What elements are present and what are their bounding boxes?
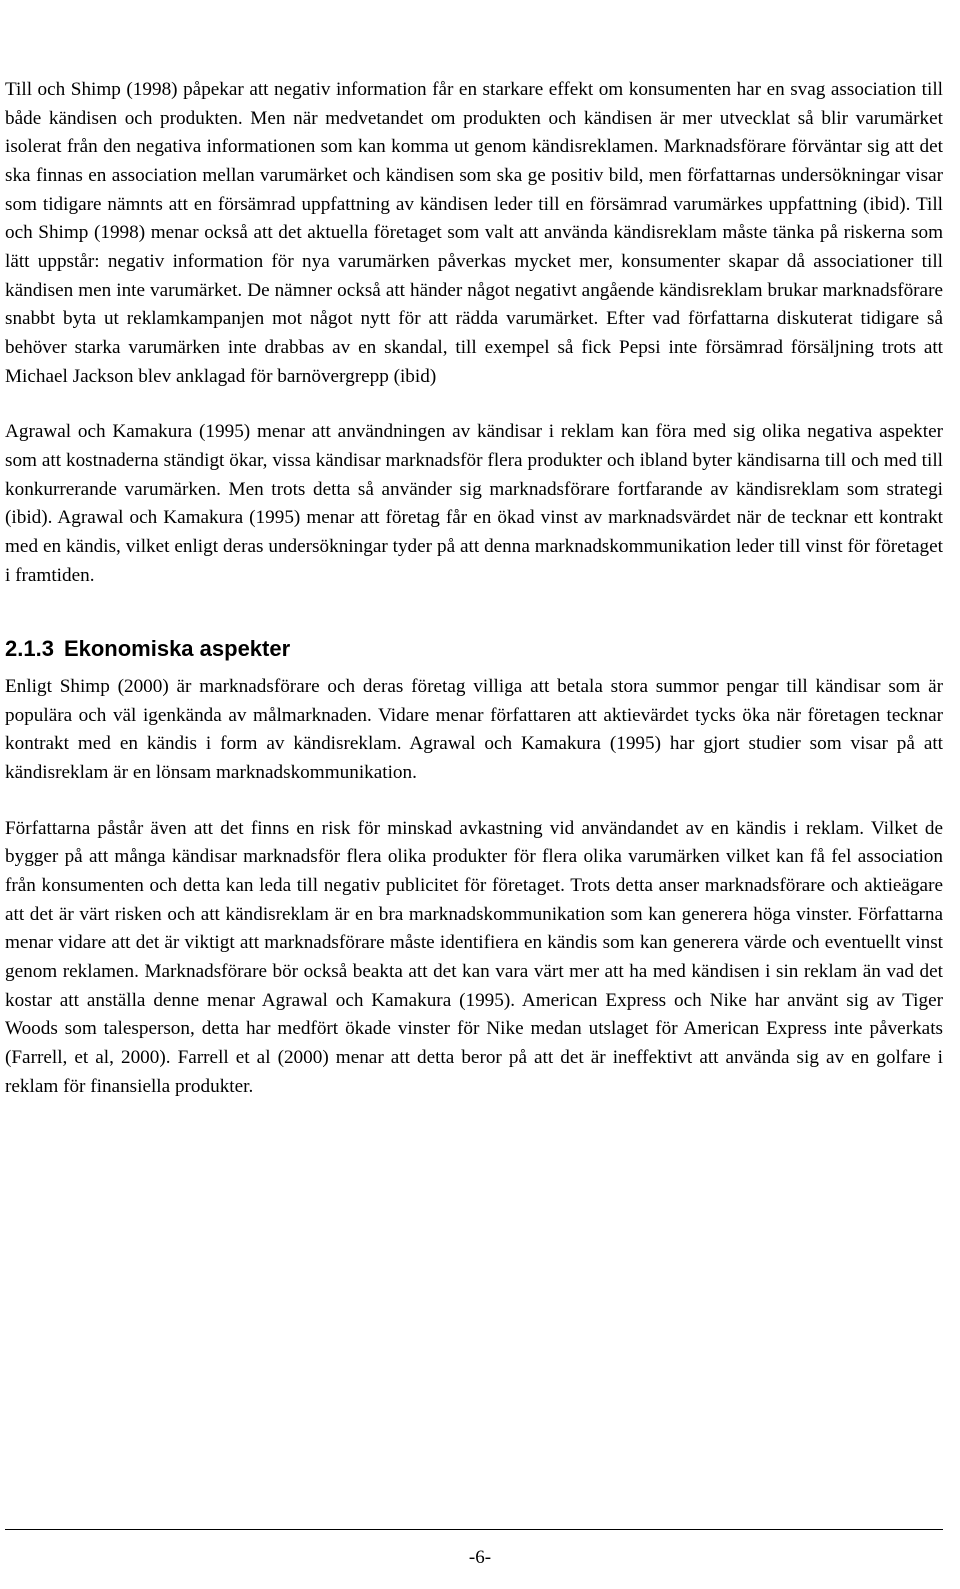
paragraph-spacer xyxy=(5,391,943,418)
paragraph-forfattarna-pastar: Författarna påstår även att det finns en risk för minskad avkastning vid användandet av en kändis i reklam. Vilket de bygger på att många kändisar marknadsför flera olika produkter för flera olika varumärken vilket kan få fel association från konsumenten och detta kan leda till negativ publicitet för företaget. Trots detta anser marknadsförare och aktieägare att det är värt risken och att kändisreklam är en bra marknadskommunikation som kan generera höga vinster. Författarna menar vidare att det är viktigt att marknadsförare måste identifiera en kändis som kan generera värde och eventuellt vinst genom reklamen. Marknadsförare bör också beakta att det kan vara värt mer att ha med kändisen i sin reklam än vad det kostar att anställa denne menar Agrawal och Kamakura (1995). American Express och Nike har använt sig av Tiger Woods som talesperson, detta har medfört ökade vinster för Nike medan utslaget för American Express inte påverkats (Farrell, et al, 2000). Farrell et al (2000) menar att detta beror på att det är ineffektivt att använda sig av en golfare i reklam för finansiella produkter. xyxy=(5,817,943,1097)
footer-rule xyxy=(5,1529,943,1530)
paragraph-spacer xyxy=(5,788,943,815)
section-number: 2.1.3 xyxy=(5,636,54,662)
page-number: -6- xyxy=(468,1547,492,1568)
document-page xyxy=(5,76,943,1101)
paragraph-till-och-shimp: Till och Shimp (1998) påpekar att negativ information får en starkare effekt om konsumenten har en svag association till både kändisen och produkten. Men när medvetandet om produkten och kändisen är mer utvecklat så blir varumärket isolerat från den negativa informationen som kan komma ut genom kändisreklamen. Marknadsförare förväntar sig att det ska finnas en association mellan varumärket och kändisen som ska ge positiv bild, men författarnas undersökningar visar som tidigare nämnts att en försämrad uppfattning av kändisen leder till en försämrad varumärkes uppfattning (ibid). Till och Shimp (1998) menar också att det aktuella företaget som valt att använda kändisreklam måste tänka på riskerna som lätt uppstår: negativ information för nya varumärken påverkas mycket mer, konsumenter skapar då associationer till kändisen men inte varumärket. De nämner också att händer något negativt angående kändisreklam brukar marknadsförare snabbt byta ut reklamkampanjen mot något nytt för att rädda varumärket. Efter vad författarna diskuterat tidigare så behöver starka varumärken inte drabbas av en skandal, till exempel så fick Pepsi inte försämrad försäljning trots att Michael Jackson blev anklagad för barnövergrepp (ibid) xyxy=(5,79,943,387)
section-title: Ekonomiska aspekter xyxy=(63,636,291,662)
paragraph-agrawal-kamakura: Agrawal och Kamakura (1995) menar att användningen av kändisar i reklam kan föra med sig olika negativa aspekter som att kostnaderna ständigt ökar, vissa kändisar marknadsför flera produkter och ibland byter kändisarna till och med till konkurrerande varumärken. Men trots detta så använder sig marknadsförare fortfarande av kändisreklam som strategi (ibid). Agrawal och Kamakura (1995) menar att företag får en ökad vinst av marknadsvärdet när de tecknar ett kontrakt med en kändis, vilket enligt deras undersökningar tyder på att denna marknadskommunikation leder till vinst för företaget i framtiden. xyxy=(5,421,943,586)
paragraph-enligt-shimp: Enligt Shimp (2000) är marknadsförare och deras företag villiga att betala stora summor pengar till kändisar som är populära och väl igenkända av målmarknaden. Vidare menar författaren att aktievärdet tycks öka när företagen tecknar kontrakt med en kändis i form av kändisreklam. Agrawal och Kamakura (1995) har gjort studier som visar på att kändisreklam är en lönsam marknadskommunikation. xyxy=(5,676,943,784)
section-heading xyxy=(5,634,943,664)
